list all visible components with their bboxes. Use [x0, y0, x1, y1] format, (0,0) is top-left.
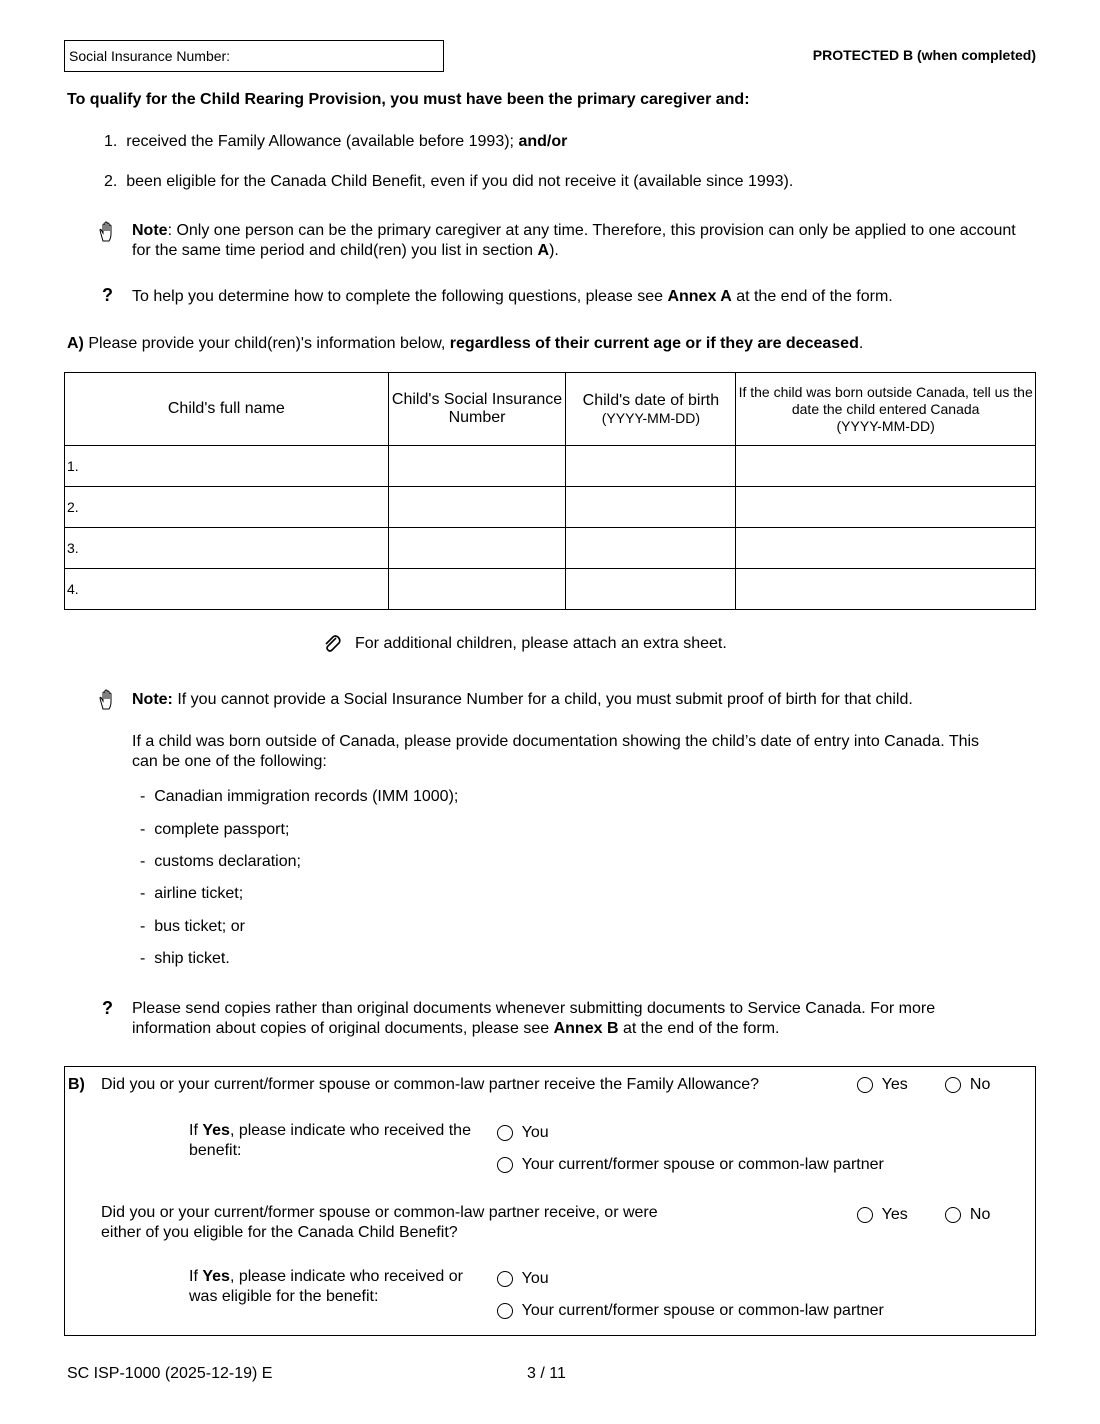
col-entry-header [736, 373, 1036, 446]
fa-spouse-radio[interactable] [497, 1157, 513, 1173]
fa-no-radio[interactable] [945, 1077, 961, 1093]
note-bold: Note: [132, 691, 173, 708]
row-number: 3. [67, 540, 79, 556]
question-canada-child-benefit: Did you or your current/former spouse or common-law partner receive, or were either of you eligible for the Canada Child Benefit? [101, 1204, 658, 1241]
hand-icon [97, 689, 117, 716]
col-sin-header: Child's Social Insurance Number [388, 373, 566, 446]
list-item: - bus ticket; or [140, 918, 245, 935]
list-item: - customs declaration; [140, 853, 301, 870]
section-text: Please provide your child(ren)'s information below, [88, 335, 450, 352]
row-number: 1. [67, 458, 79, 474]
child-dob-cell[interactable] [566, 446, 736, 487]
if-yes-1 [189, 1121, 489, 1161]
qualify-item-1 [104, 133, 567, 151]
note-bold: Note [132, 222, 168, 239]
ccb-no-radio[interactable] [945, 1207, 961, 1223]
list-text: airline ticket; [154, 885, 244, 902]
no-label: No [969, 1206, 991, 1223]
entry-header-text: If the child was born outside Canada, tell us the date the child entered Canada [738, 383, 1033, 417]
fa-no-option[interactable] [945, 1076, 990, 1094]
section-label: A) [67, 335, 84, 352]
if-yes-2 [189, 1267, 489, 1307]
yes-label: Yes [881, 1206, 908, 1223]
dob-format: (YYYY-MM-DD) [601, 410, 701, 426]
ccb-yes-radio[interactable] [857, 1207, 873, 1223]
you-label: You [521, 1270, 549, 1287]
child-dob-cell[interactable] [566, 528, 736, 569]
note-ref: A [537, 242, 550, 259]
paperclip-icon [322, 634, 342, 659]
if-yes-bold: Yes [202, 1122, 230, 1139]
col-name-header: Child's full name [65, 373, 389, 446]
list-text: ship ticket. [154, 950, 230, 967]
help-2 [132, 999, 1002, 1039]
sin-label: Social Insurance Number: [69, 48, 231, 64]
child-entry-cell[interactable] [736, 446, 1036, 487]
section-b-label [68, 1076, 85, 1094]
qualify-heading: To qualify for the Child Rearing Provision, you must have been the primary caregiver and: [67, 91, 750, 108]
list-text: Canadian immigration records (IMM 1000); [154, 788, 459, 805]
question-icon: ? [102, 998, 113, 1018]
child-name-cell[interactable] [65, 446, 389, 487]
protected-label: PROTECTED B (when completed) [812, 47, 1036, 63]
yes-label: Yes [881, 1076, 908, 1093]
page-number: 3 / 11 [527, 1365, 566, 1382]
if-text: If [189, 1268, 203, 1285]
ccb-no-option[interactable] [945, 1206, 990, 1224]
no-label: No [969, 1076, 991, 1093]
table-row [65, 569, 1036, 610]
help-end: at the end of the form. [731, 288, 893, 305]
ccb-you-radio[interactable] [497, 1271, 513, 1287]
child-sin-cell[interactable] [388, 446, 566, 487]
if-text-end: , please indicate who received the benefit: [189, 1122, 471, 1159]
row-number: 4. [67, 581, 79, 597]
fa-spouse-option[interactable] [497, 1156, 884, 1174]
note-text: : Only one person can be the primary caregiver at any time. Therefore, this provision can only be applied to one account for the same time period and child(ren) you list in section [132, 222, 1016, 259]
fa-you-option[interactable] [497, 1124, 549, 1142]
fa-yes-radio[interactable] [857, 1077, 873, 1093]
if-text: If [189, 1122, 203, 1139]
child-dob-cell[interactable] [566, 569, 736, 610]
child-dob-cell[interactable] [566, 487, 736, 528]
sin-field[interactable] [64, 40, 444, 72]
item-bold: and/or [518, 133, 568, 150]
ccb-you-option[interactable] [497, 1270, 549, 1288]
additional-children-text: For additional children, please attach an extra sheet. [355, 635, 727, 652]
annex-b-ref: Annex B [553, 1020, 619, 1037]
hand-icon [97, 221, 117, 248]
fa-you-radio[interactable] [497, 1125, 513, 1141]
help-text: Please send copies rather than original documents whenever submitting documents to Service Canada. For more information about copies of original documents, please see [132, 1000, 936, 1037]
section-bold: regardless of their current age or if they are deceased [449, 335, 859, 352]
child-name-cell[interactable] [65, 528, 389, 569]
section-label: B) [68, 1076, 85, 1093]
note-2-paragraph: If a child was born outside of Canada, please provide documentation showing the child’s date of entry into Canada. This can be one of the following: [132, 733, 980, 770]
child-sin-cell[interactable] [388, 528, 566, 569]
qualify-item-2 [104, 173, 793, 191]
children-table [64, 372, 1036, 610]
child-entry-cell[interactable] [736, 569, 1036, 610]
item-text: received the Family Allowance (available before 1993); [126, 133, 514, 150]
fa-yes-option[interactable] [857, 1076, 908, 1094]
section-end: . [858, 335, 864, 352]
ccb-spouse-radio[interactable] [497, 1303, 513, 1319]
item-number: 2. [104, 173, 118, 190]
list-item: - ship ticket. [140, 950, 230, 967]
annex-a-ref: Annex A [667, 288, 732, 305]
child-entry-cell[interactable] [736, 528, 1036, 569]
note-end: ). [549, 242, 559, 259]
question-icon: ? [102, 285, 113, 305]
list-text: bus ticket; or [154, 918, 245, 935]
question-family-allowance: Did you or your current/former spouse or common-law partner receive the Family Allowance? [101, 1076, 760, 1093]
list-text: complete passport; [154, 821, 290, 838]
help-end: at the end of the form. [618, 1020, 780, 1037]
child-entry-cell[interactable] [736, 487, 1036, 528]
note-1 [132, 221, 1032, 261]
you-label: You [521, 1124, 549, 1141]
dob-header-text: Child's date of birth [582, 392, 720, 409]
note-2 [132, 690, 1032, 710]
row-number: 2. [67, 499, 79, 515]
child-sin-cell[interactable] [388, 569, 566, 610]
list-item: - complete passport; [140, 821, 290, 838]
table-header-row [65, 373, 1036, 446]
child-name-cell[interactable] [65, 487, 389, 528]
ccb-yes-option[interactable] [857, 1206, 908, 1224]
if-yes-bold: Yes [202, 1268, 230, 1285]
ccb-spouse-option[interactable] [497, 1302, 884, 1320]
list-item: - airline ticket; [140, 885, 244, 902]
note-text: If you cannot provide a Social Insurance Number for a child, you must submit proof of birth for that child. [172, 691, 913, 708]
table-row [65, 487, 1036, 528]
table-row [65, 528, 1036, 569]
spouse-label: Your current/former spouse or common-law partner [521, 1302, 884, 1319]
list-text: customs declaration; [154, 853, 301, 870]
help-1 [132, 287, 1032, 307]
form-id: SC ISP-1000 (2025-12-19) E [67, 1365, 273, 1382]
section-a-heading [67, 335, 863, 353]
col-dob-header [566, 373, 736, 446]
list-item: - Canadian immigration records (IMM 1000); [140, 788, 459, 805]
entry-format: (YYYY-MM-DD) [836, 417, 935, 434]
item-number: 1. [104, 133, 118, 150]
child-name-cell[interactable] [65, 569, 389, 610]
if-text-end: , please indicate who received or was eligible for the benefit: [189, 1268, 463, 1305]
table-row [65, 446, 1036, 487]
spouse-label: Your current/former spouse or common-law partner [521, 1156, 884, 1173]
child-sin-cell[interactable] [388, 487, 566, 528]
help-text: To help you determine how to complete the following questions, please see [132, 288, 668, 305]
item-text: been eligible for the Canada Child Benefit, even if you did not receive it (available since 1993). [126, 173, 794, 190]
